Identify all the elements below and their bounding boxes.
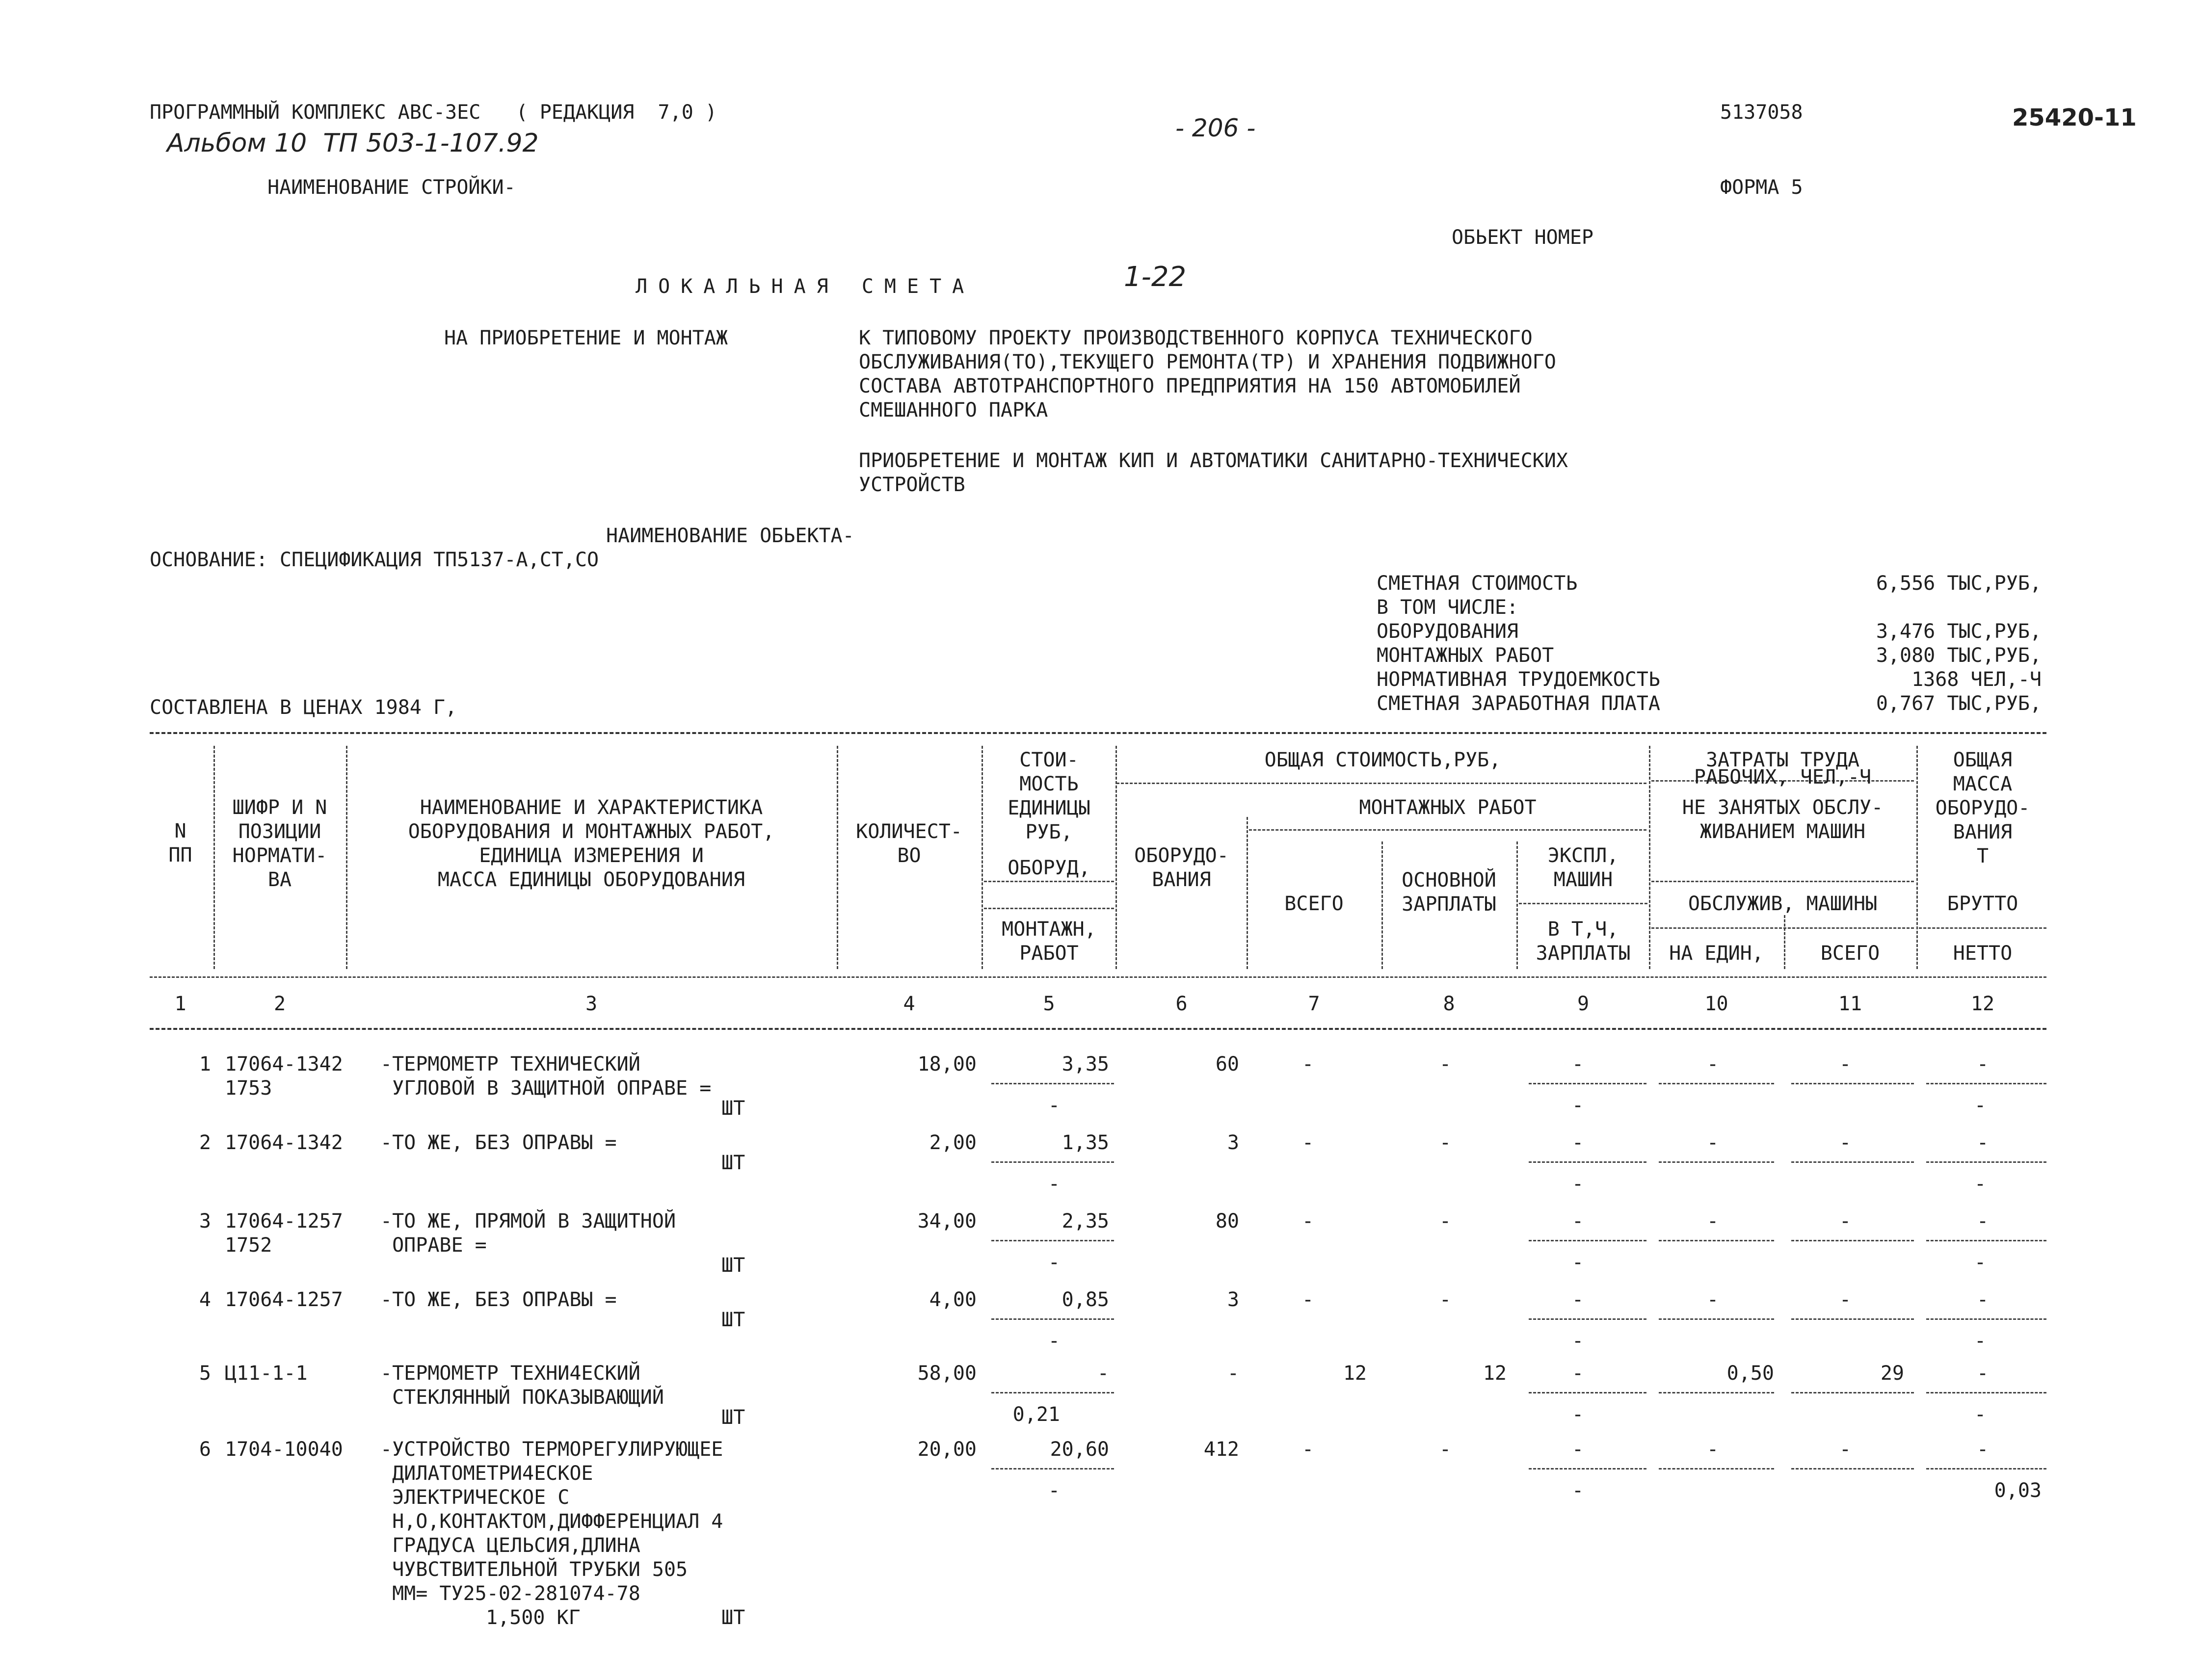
subject-line: ПРИОБРЕТЕНИЕ И МОНТАЖ КИП И АВТОМАТИКИ САНИТАРНО-ТЕХНИЧЕСКИХ [859,449,1568,472]
col-header-unit-cost: МОСТЬ [1019,773,1079,795]
row-machine-salary: - [1571,1479,1584,1502]
estimate-number: 1-22 [1124,261,1187,293]
col-header-installation: МОНТАЖН, [1002,918,1096,941]
row-net-mass: - [1974,1173,1987,1195]
row-salary: - [1439,1288,1452,1311]
row-install-total: - [1301,1210,1314,1233]
page-number: - 206 - [1175,114,1256,142]
row-description: ММ= ТУ25-02-281074-78 [380,1582,640,1605]
col-group-mass: ВАНИЯ [1953,821,2013,843]
col-group-mass: ОБОРУДО- [1935,797,2030,819]
row-machine-salary: - [1571,1094,1584,1117]
document-code: 5137058 [1720,101,1803,124]
col-group-total-cost: ОБЩАЯ СТОИМОСТЬ,РУБ, [1264,749,1501,771]
object-number-label: ОБЬЕКТ НОМЕР [1452,226,1593,249]
row-labor-per-unit-divider [1659,1083,1774,1084]
col-header-code: ПОЗИЦИИ [238,820,321,843]
row-equipment-total: 3 [1227,1288,1239,1311]
row-description: ЭЛЕКТРИЧЕСКОЕ С [380,1486,570,1509]
row-machines: - [1571,1438,1584,1461]
col-group-mass: МАССА [1953,773,2013,795]
row-salary: - [1439,1438,1452,1461]
row-gross-mass: - [1976,1438,1989,1461]
row-salary: - [1439,1210,1452,1233]
row-gross-mass: - [1976,1362,1989,1385]
column-number: 11 [1838,993,1862,1015]
row-machines: - [1571,1362,1584,1385]
row-gross-mass: - [1976,1210,1989,1233]
row-labor-per-unit-divider [1659,1392,1774,1393]
row-install-total: - [1301,1438,1314,1461]
row-machines: - [1571,1131,1584,1154]
table-body-rule [150,1028,2046,1030]
row-code: 1753 [225,1077,272,1100]
row-description: ОПРАВЕ = [380,1234,487,1257]
row-code: 17064-1342 [225,1053,343,1076]
column-number: 7 [1308,993,1320,1015]
summary-value: 1368 ЧЕЛ,-Ч [1911,668,2042,691]
row-unit: ШТ [721,1097,745,1120]
col-header-machine-service: ОБСЛУЖИВ, МАШИНЫ [1688,892,1878,915]
col-header-equipment-cost: ОБОРУДО- [1134,844,1229,867]
row-unit: ШТ [721,1606,745,1629]
row-cost-equipment: - [1097,1362,1109,1385]
purpose-line: ОБСЛУЖИВАНИЯ(ТО),ТЕКУЩЕГО РЕМОНТА(ТР) И ХРАНЕНИЯ ПОДВИЖНОГО [859,351,1556,373]
row-labor-per-unit-divider [1659,1240,1774,1241]
row-labor-total-divider [1791,1318,1914,1320]
row-cost-divider [991,1161,1114,1163]
row-net-mass: - [1974,1403,1987,1426]
row-labor-total: - [1839,1053,1852,1076]
col-header-per-unit: НА ЕДИН, [1669,942,1764,965]
row-labor-per-unit: 0,50 [1726,1362,1774,1385]
row-cost-equipment: 2,35 [1062,1210,1109,1233]
col-header-code: ШИФР И N [232,796,327,819]
row-description: -ТЕРМОМЕТР ТЕХНИ4ЕСКИЙ [380,1362,640,1385]
row-labor-total: - [1839,1131,1852,1154]
col-header-labor-total: ВСЕГО [1820,942,1880,965]
row-machine-salary: - [1571,1403,1584,1426]
col-header-installation: РАБОТ [1019,942,1079,965]
row-machine-salary: - [1571,1251,1584,1274]
row-number: 5 [199,1362,211,1385]
row-labor-per-unit: - [1706,1053,1719,1076]
col-header-machines: МАШИН [1553,868,1613,891]
row-machines-divider [1529,1161,1646,1163]
column-number: 2 [273,993,286,1015]
column-number: 9 [1577,993,1590,1015]
summary-label: НОРМАТИВНАЯ ТРУДОЕМКОСТЬ [1377,668,1660,691]
row-unit: ШТ [721,1406,745,1429]
row-quantity: 18,00 [917,1053,977,1076]
col-header-unit-cost: РУБ, [1025,821,1073,843]
row-net-mass: - [1974,1330,1987,1352]
row-labor-per-unit: - [1706,1288,1719,1311]
row-install-total: - [1301,1131,1314,1154]
row-labor-total-divider [1791,1468,1914,1470]
col-group-labor: РАБОЧИХ, ЧЕЛ,-Ч [1694,766,1872,788]
row-equipment-total: - [1227,1362,1239,1385]
col-header-n: ПП [168,844,192,866]
row-gross-mass: - [1976,1288,1989,1311]
row-gross-mass: - [1976,1053,1989,1076]
row-labor-per-unit: - [1706,1438,1719,1461]
col-header-code: НОРМАТИ- [232,844,327,867]
row-labor-per-unit: - [1706,1131,1719,1154]
row-description: ДИЛАТОМЕТРИ4ЕСКОЕ [380,1462,593,1485]
column-number: 6 [1175,993,1188,1015]
row-cost-installation: - [1048,1330,1060,1352]
column-number: 8 [1443,993,1455,1015]
row-equipment-total: 60 [1215,1053,1239,1076]
purpose-line: СОСТАВА АВТОТРАНСПОРТНОГО ПРЕДПРИЯТИЯ НА 150 АВТОМОБИЛЕЙ [859,375,1521,397]
row-mass-divider [1926,1161,2046,1163]
row-machines: - [1571,1053,1584,1076]
summary-value: 6,556 ТЫС,РУБ, [1876,572,2042,595]
row-code: 1752 [225,1234,272,1257]
row-machines-divider [1529,1468,1646,1470]
row-number: 1 [199,1053,211,1076]
row-unit: ШТ [721,1152,745,1174]
row-machine-salary: - [1571,1173,1584,1195]
row-unit: ШТ [721,1309,745,1331]
col-header-labor-sub: НЕ ЗАНЯТЫХ ОБСЛУ- [1682,796,1884,819]
col-header-equipment-cost: ВАНИЯ [1152,868,1211,891]
row-description: -ТЕРМОМЕТР ТЕХНИЧЕСКИЙ [380,1053,640,1076]
prices-line: СОСТАВЛЕНА В ЦЕНАХ 1984 Г, [150,696,457,719]
row-unit-mass: 1,500 КГ [486,1606,581,1629]
row-labor-total: - [1839,1210,1852,1233]
row-quantity: 34,00 [917,1210,977,1233]
row-labor-total-divider [1791,1161,1914,1163]
row-description: УГЛОВОЙ В ЗАЩИТНОЙ ОПРАВЕ = [380,1077,712,1100]
col-header-salary: ОСНОВНОЙ [1402,869,1496,892]
row-machines-divider [1529,1240,1646,1241]
col-header-machines: ЭКСПЛ, [1547,844,1619,867]
col-group-mass: Т [1976,845,1989,867]
col-header-unit-cost: ЕДИНИЦЫ [1008,797,1090,819]
row-install-total: 12 [1343,1362,1367,1385]
row-cost-equipment: 3,35 [1062,1053,1109,1076]
row-mass-divider [1926,1468,2046,1470]
row-machines-divider [1529,1083,1646,1084]
header-bottom-rule [150,976,2046,978]
form-label: ФОРМА 5 [1720,176,1803,199]
row-equipment-total: 412 [1203,1438,1239,1461]
row-mass-divider [1926,1318,2046,1320]
summary-label: ОБОРУДОВАНИЯ [1377,620,1518,643]
row-number: 4 [199,1288,211,1311]
row-machines: - [1571,1210,1584,1233]
col-header-code: ВА [267,868,292,891]
row-description: ГРАДУСА ЦЕЛЬСИЯ,ДЛИНА [380,1534,640,1557]
column-number: 10 [1704,993,1728,1015]
doc-number: 25420-11 [2012,104,2137,131]
col-header-salary: ЗАРПЛАТЫ [1402,893,1496,916]
row-quantity: 20,00 [917,1438,977,1461]
row-salary: - [1439,1131,1452,1154]
row-salary: - [1439,1053,1452,1076]
row-description: СТЕКЛЯННЫЙ ПОКАЗЫВАЮЩИЙ [380,1386,664,1409]
row-net-mass: 0,03 [1994,1479,2042,1502]
col-header-description: ОБОРУДОВАНИЯ И МОНТАЖНЫХ РАБОТ, [408,820,775,843]
purpose-label: НА ПРИОБРЕТЕНИЕ И МОНТАЖ [444,327,728,349]
row-net-mass: - [1974,1094,1987,1117]
row-labor-total: - [1839,1288,1852,1311]
row-labor-per-unit-divider [1659,1318,1774,1320]
col-header-n: N [174,820,186,842]
row-salary: 12 [1483,1362,1507,1385]
row-cost-equipment: 0,85 [1062,1288,1109,1311]
row-quantity: 4,00 [929,1288,977,1311]
row-cost-installation: - [1048,1251,1060,1274]
row-unit: ШТ [721,1254,745,1277]
row-number: 3 [199,1210,211,1233]
col-header-description: НАИМЕНОВАНИЕ И ХАРАКТЕРИСТИКА [420,796,763,819]
row-description: -ТО ЖЕ, БЕЗ ОПРАВЫ = [380,1288,617,1311]
row-labor-total-divider [1791,1392,1914,1393]
column-number: 1 [174,993,186,1015]
row-cost-divider [991,1240,1114,1241]
col-header-quantity: КОЛИЧЕСТ- [856,820,962,843]
col-header-description: ЕДИНИЦА ИЗМЕРЕНИЯ И [479,844,704,867]
row-net-mass: - [1974,1251,1987,1274]
summary-value: 0,767 ТЫС,РУБ, [1876,692,2042,715]
col-header-machine-salary: ЗАРПЛАТЫ [1536,942,1631,965]
row-code: 17064-1257 [225,1288,343,1311]
row-quantity: 2,00 [929,1131,977,1154]
column-number: 4 [903,993,915,1015]
table-top-rule [150,732,2046,734]
album-handwritten-note: Альбом 10 ТП 503-1-107.92 [167,129,539,158]
object-name-label: НАИМЕНОВАНИЕ ОБЬЕКТА- [606,525,854,547]
column-number: 3 [585,993,598,1015]
estimate-title: ЛОКАЛЬНАЯ СМЕТА [636,275,975,298]
row-number: 6 [199,1438,211,1461]
purpose-line: СМЕШАННОГО ПАРКА [859,399,1048,421]
col-header-unit-cost: СТОИ- [1019,749,1079,771]
row-cost-equipment: 20,60 [1050,1438,1109,1461]
row-cost-divider [991,1468,1114,1470]
row-equipment-total: 80 [1215,1210,1239,1233]
column-number: 5 [1043,993,1055,1015]
col-group-labor: ЗАТРАТЫ ТРУДА [1705,749,1860,771]
summary-label: СМЕТНАЯ СТОИМОСТЬ [1377,572,1578,595]
row-labor-per-unit-divider [1659,1161,1774,1163]
row-machines-divider [1529,1392,1646,1393]
row-mass-divider [1926,1240,2046,1241]
summary-value: 3,080 ТЫС,РУБ, [1876,644,2042,667]
col-header-machine-salary: В Т,Ч, [1547,918,1619,941]
row-install-total: - [1301,1288,1314,1311]
row-machines-divider [1529,1318,1646,1320]
row-labor-total-divider [1791,1083,1914,1084]
row-cost-divider [991,1083,1114,1084]
row-cost-equipment: 1,35 [1062,1131,1109,1154]
row-equipment-total: 3 [1227,1131,1239,1154]
row-gross-mass: - [1976,1131,1989,1154]
row-cost-installation: - [1048,1479,1060,1502]
col-header-total: ВСЕГО [1284,892,1344,915]
col-header-description: МАССА ЕДИНИЦЫ ОБОРУДОВАНИЯ [437,868,745,891]
col-header-quantity: ВО [897,844,921,867]
col-header-gross: БРУТТО [1947,892,2018,915]
row-cost-divider [991,1392,1114,1393]
row-code: Ц11-1-1 [225,1362,308,1385]
program-title: ПРОГРАММНЫЙ КОМПЛЕКС АВС-3ЕС ( РЕДАКЦИЯ 7,0 ) [150,101,717,124]
row-machines: - [1571,1288,1584,1311]
row-code: 1704-10040 [225,1438,343,1461]
col-header-equipment: ОБОРУД, [1008,857,1090,879]
col-header-labor-sub: ЖИВАНИЕМ МАШИН [1699,820,1866,843]
row-labor-total: 29 [1880,1362,1904,1385]
row-cost-divider [991,1318,1114,1320]
row-description: -УСТРОЙСТВО ТЕРМОРЕГУЛИРУЮЩЕЕ [380,1438,723,1461]
col-group-mass: ОБЩАЯ [1953,749,2013,771]
row-labor-per-unit: - [1706,1210,1719,1233]
row-install-total: - [1301,1053,1314,1076]
col-header-net: НЕТТО [1953,942,2013,965]
summary-label: МОНТАЖНЫХ РАБОТ [1377,644,1554,667]
summary-label: В ТОМ ЧИСЛЕ: [1377,596,1518,619]
summary-value: 3,476 ТЫС,РУБ, [1876,620,2042,643]
row-mass-divider [1926,1392,2046,1393]
row-description: Н,О,КОНТАКТОМ,ДИФФЕРЕНЦИАЛ 4 [380,1510,723,1533]
row-description: ЧУВСТВИТЕЛЬНОЙ ТРУБКИ 505 [380,1558,688,1581]
row-cost-installation: - [1048,1094,1060,1117]
col-group-installation: МОНТАЖНЫХ РАБОТ [1359,796,1537,819]
column-number: 12 [1970,993,1995,1015]
basis-line: ОСНОВАНИЕ: СПЕЦИФИКАЦИЯ ТП5137-А,СТ,СО [150,549,599,571]
construction-label: НАИМЕНОВАНИЕ СТРОЙКИ- [267,176,516,199]
row-machine-salary: - [1571,1330,1584,1352]
row-number: 2 [199,1131,211,1154]
row-mass-divider [1926,1083,2046,1084]
row-cost-installation: - [1048,1173,1060,1195]
row-quantity: 58,00 [917,1362,977,1385]
row-labor-total-divider [1791,1240,1914,1241]
row-description: -ТО ЖЕ, БЕЗ ОПРАВЫ = [380,1131,617,1154]
row-labor-total: - [1839,1438,1852,1461]
subject-line: УСТРОЙСТВ [859,473,965,496]
row-code: 17064-1257 [225,1210,343,1233]
purpose-line: К ТИПОВОМУ ПРОЕКТУ ПРОИЗВОДСТВЕННОГО КОРПУСА ТЕХНИЧЕСКОГО [859,327,1533,349]
row-cost-installation: 0,21 [1012,1403,1060,1426]
row-labor-per-unit-divider [1659,1468,1774,1470]
summary-label: СМЕТНАЯ ЗАРАБОТНАЯ ПЛАТА [1377,692,1660,715]
row-description: -ТО ЖЕ, ПРЯМОЙ В ЗАЩИТНОЙ [380,1210,676,1233]
row-code: 17064-1342 [225,1131,343,1154]
